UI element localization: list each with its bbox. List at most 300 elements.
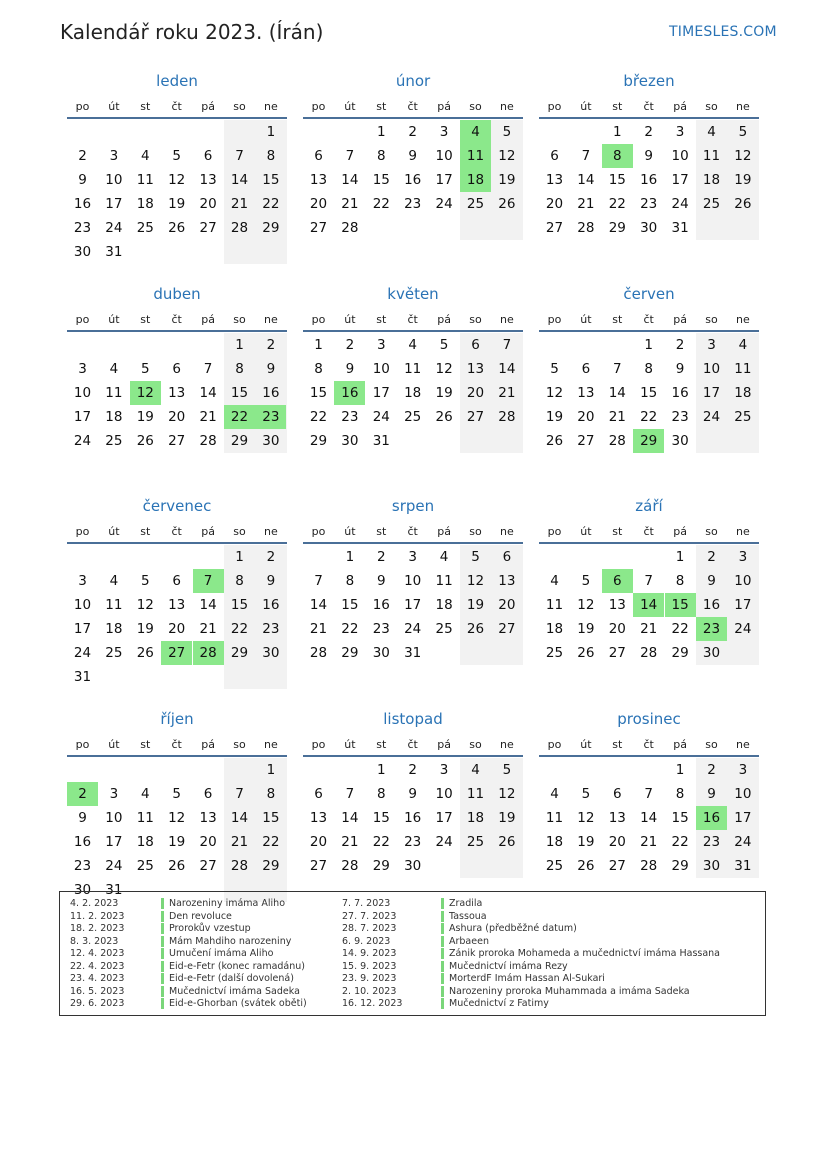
day: 19 (577, 621, 595, 637)
day: 3 (439, 124, 449, 140)
day: 18 (105, 621, 123, 637)
day: 26 (545, 432, 564, 449)
day: 11 (105, 597, 123, 613)
legend-date: 4. 2. 2023 (70, 898, 119, 909)
weekday-label: út (580, 737, 592, 751)
weekday-label: so (705, 737, 718, 751)
day: 27 (608, 857, 626, 874)
legend-name: Narozeniny proroka Muhammada a imáma Sadeka (449, 985, 690, 997)
weekday-label: út (108, 312, 120, 326)
day: 22 (640, 408, 658, 425)
day: 28 (230, 220, 249, 236)
legend-name: Eid-e-Fetr (další dovolená) (169, 973, 294, 984)
day: 27 (545, 220, 564, 236)
day: 8 (266, 785, 276, 802)
day: 8 (314, 360, 323, 377)
weekday-label: út (344, 525, 356, 538)
day: 11 (404, 360, 422, 377)
weekday-label: po (547, 525, 562, 538)
weekday-label: po (75, 100, 90, 113)
month-name: prosinec (617, 709, 681, 728)
weekday-header (303, 738, 523, 754)
day: 7 (345, 785, 355, 802)
day: 21 (640, 833, 658, 850)
day: 3 (675, 124, 685, 140)
day: 28 (341, 220, 359, 236)
day: 17 (734, 809, 752, 826)
day: 2 (644, 124, 653, 140)
day: 23 (372, 621, 390, 637)
legend-name: Ashura (předběžné datum) (449, 923, 577, 934)
weekday-label: st (376, 100, 387, 113)
day: 20 (608, 833, 626, 850)
day: 25 (404, 408, 422, 425)
site-logo-link[interactable]: TIMESLES.COM (669, 24, 777, 40)
weekday-label: pá (673, 525, 687, 538)
legend-marker (441, 923, 444, 934)
header-divider (303, 542, 523, 544)
legend-name: Zánik proroka Mohameda a mučednictví imáma Hassana (449, 948, 721, 959)
legend-marker (161, 998, 164, 1009)
weekday-label: čt (407, 737, 418, 751)
weekday-label: so (233, 525, 246, 538)
weekday-label: ne (736, 100, 750, 113)
day: 28 (341, 857, 359, 874)
holiday-day: 29 (633, 429, 664, 453)
day: 25 (734, 408, 752, 425)
holiday-day: 28 (193, 641, 224, 665)
weekday-label: pá (201, 100, 215, 113)
day: 19 (136, 621, 154, 637)
day: 10 (435, 785, 453, 802)
legend-marker (441, 911, 444, 922)
day: 14 (199, 597, 217, 613)
weekday-label: so (469, 525, 482, 538)
day: 5 (141, 360, 150, 377)
day: 7 (502, 336, 512, 353)
day: 29 (608, 220, 626, 236)
day: 30 (372, 645, 390, 661)
day: 17 (105, 196, 123, 212)
weekday-label: ne (264, 525, 278, 538)
day: 21 (341, 833, 359, 850)
day: 19 (168, 833, 186, 850)
header-divider (303, 755, 523, 757)
month-name: duben (153, 284, 201, 303)
day: 25 (545, 857, 564, 874)
weekday-label: čt (643, 312, 654, 326)
holiday-day: 15 (665, 593, 696, 617)
day: 13 (608, 597, 626, 613)
day: 26 (466, 621, 485, 637)
weekday-header (303, 313, 523, 329)
day: 23 (404, 196, 422, 212)
day: 21 (199, 408, 217, 425)
day: 24 (105, 857, 123, 874)
legend-name: Eid-e-Ghorban (svátek oběti) (169, 998, 307, 1009)
day: 11 (702, 148, 721, 164)
day: 7 (314, 573, 323, 589)
weekday-label: po (547, 737, 562, 751)
day: 27 (309, 220, 328, 236)
day: 21 (309, 621, 328, 637)
day: 26 (435, 408, 453, 425)
day: 11 (136, 172, 154, 188)
day: 20 (199, 833, 217, 850)
day: 16 (702, 597, 721, 613)
day: 24 (671, 196, 689, 212)
day: 18 (702, 172, 721, 188)
weekday-label: čt (407, 100, 418, 113)
day: 22 (608, 196, 626, 212)
day: 15 (608, 172, 626, 188)
day: 15 (262, 809, 280, 826)
day: 17 (404, 597, 422, 613)
weekday-label: st (612, 525, 623, 538)
legend-name: Mučednictví imáma Rezy (449, 960, 568, 972)
day: 1 (266, 761, 276, 778)
day: 4 (109, 360, 119, 377)
header-divider (539, 330, 759, 332)
day: 14 (640, 809, 658, 826)
day: 9 (408, 785, 417, 802)
day: 21 (498, 384, 516, 401)
day: 10 (73, 597, 92, 613)
holiday-day: 7 (193, 569, 224, 593)
day: 30 (341, 432, 359, 449)
day: 2 (408, 124, 417, 140)
holiday-day: 22 (224, 405, 255, 429)
day: 13 (545, 172, 564, 188)
day: 31 (73, 669, 92, 685)
day: 24 (702, 408, 721, 425)
header-divider (67, 117, 287, 119)
day: 1 (377, 124, 386, 140)
day: 26 (136, 645, 154, 661)
day: 16 (262, 597, 280, 613)
day: 27 (309, 857, 328, 874)
legend-name: Mám Mahdiho narozeniny (169, 935, 292, 947)
day: 2 (377, 549, 386, 565)
weekday-label: pá (673, 100, 687, 113)
day: 26 (734, 196, 752, 212)
weekday-label: út (580, 312, 592, 326)
day: 13 (309, 172, 328, 188)
day: 6 (203, 785, 213, 802)
day: 19 (136, 408, 154, 425)
day: 9 (266, 573, 276, 589)
legend-marker (441, 898, 444, 909)
legend-marker (441, 998, 444, 1009)
legend-date: 16. 5. 2023 (70, 985, 125, 997)
weekday-label: po (311, 312, 326, 326)
day: 29 (671, 857, 689, 874)
day: 16 (372, 597, 390, 613)
weekday-label: čt (171, 525, 182, 538)
day: 30 (262, 645, 280, 661)
legend-marker (441, 948, 444, 959)
day: 6 (172, 360, 181, 377)
day: 25 (466, 833, 485, 850)
day: 19 (498, 809, 516, 826)
day: 23 (404, 833, 422, 850)
day: 7 (235, 148, 244, 164)
day: 30 (702, 857, 721, 874)
legend-date: 28. 7. 2023 (342, 923, 397, 934)
day: 15 (640, 384, 658, 401)
day: 24 (372, 408, 390, 425)
day: 29 (671, 645, 689, 661)
day: 24 (404, 621, 422, 637)
weekday-label: so (705, 312, 718, 326)
legend-date: 23. 9. 2023 (342, 973, 397, 984)
day: 22 (262, 196, 280, 212)
day: 15 (309, 384, 328, 401)
day: 4 (707, 124, 716, 140)
day: 20 (309, 833, 328, 850)
day: 18 (105, 408, 123, 425)
day: 30 (262, 432, 280, 449)
day: 10 (105, 172, 123, 188)
day: 29 (230, 432, 249, 449)
legend-marker (441, 961, 444, 972)
day: 17 (73, 621, 92, 637)
day: 31 (105, 244, 123, 260)
day: 5 (738, 124, 748, 140)
holiday-day: 23 (696, 617, 727, 641)
day: 11 (435, 573, 453, 589)
day: 7 (644, 785, 653, 802)
day: 11 (734, 360, 752, 377)
legend-name: Arbaeen (449, 935, 489, 947)
day: 17 (372, 384, 390, 401)
holiday-day: 23 (255, 405, 286, 429)
legend-date: 8. 3. 2023 (70, 935, 119, 947)
weekday-label: st (376, 312, 387, 326)
weekday-label: pá (201, 737, 215, 751)
day: 25 (702, 196, 721, 212)
weekday-header (539, 313, 759, 329)
weekday-label: po (311, 525, 326, 538)
day: 3 (707, 336, 716, 353)
weekday-label: út (580, 525, 592, 538)
day: 14 (309, 597, 328, 613)
day: 24 (435, 833, 453, 850)
day: 22 (671, 621, 689, 637)
day: 16 (404, 809, 422, 826)
weekday-label: pá (673, 737, 687, 751)
weekday-label: čt (171, 737, 182, 751)
day: 5 (141, 573, 150, 589)
day: 20 (577, 408, 595, 425)
weekday-label: út (344, 737, 356, 751)
day: 15 (372, 172, 390, 188)
day: 5 (471, 549, 480, 565)
day: 8 (345, 573, 355, 589)
day: 5 (550, 360, 559, 377)
day: 25 (466, 196, 485, 212)
legend-marker (441, 936, 444, 947)
day: 13 (608, 809, 626, 826)
legend-marker (161, 948, 164, 959)
weekday-label: pá (437, 737, 451, 751)
weekday-label: po (547, 100, 562, 113)
day: 15 (262, 172, 280, 188)
weekday-label: čt (643, 525, 654, 538)
weekday-label: ne (736, 525, 750, 538)
day: 22 (341, 621, 359, 637)
day: 25 (136, 220, 154, 236)
day: 20 (309, 196, 328, 212)
day: 27 (466, 408, 485, 425)
day: 21 (577, 196, 595, 212)
weekday-header (303, 525, 523, 541)
day: 1 (314, 336, 323, 353)
day: 17 (702, 384, 721, 401)
day: 28 (608, 432, 626, 449)
day: 18 (545, 621, 564, 637)
day: 29 (230, 645, 249, 661)
day: 2 (266, 336, 276, 353)
month-name: listopad (383, 709, 443, 728)
day: 31 (734, 857, 752, 874)
day: 26 (577, 645, 595, 661)
weekday-label: ne (264, 100, 278, 113)
day: 25 (105, 432, 123, 449)
day: 29 (341, 645, 359, 661)
day: 6 (581, 360, 591, 377)
day: 24 (435, 196, 453, 212)
day: 19 (435, 384, 453, 401)
legend-name: Eid-e-Fetr (konec ramadánu) (169, 960, 306, 972)
day: 8 (377, 148, 386, 164)
day: 9 (78, 172, 87, 188)
day: 24 (734, 833, 752, 850)
day: 13 (199, 172, 217, 188)
day: 21 (230, 196, 249, 212)
weekday-label: út (108, 737, 120, 751)
day: 28 (640, 645, 658, 661)
day: 29 (372, 857, 390, 874)
day: 23 (73, 857, 92, 874)
day: 26 (168, 857, 186, 874)
day: 7 (235, 785, 244, 802)
legend-name: Narozeniny imáma Aliho (169, 898, 286, 909)
day: 14 (577, 172, 595, 188)
day: 31 (105, 881, 123, 898)
header-divider (539, 117, 759, 119)
page-title: Kalendář roku 2023. (Írán) (60, 20, 324, 44)
day: 14 (341, 809, 359, 826)
weekday-label: čt (643, 737, 654, 751)
month-name: červen (623, 284, 675, 303)
day: 19 (168, 196, 186, 212)
weekday-label: pá (673, 312, 687, 326)
day: 11 (545, 597, 564, 613)
day: 30 (702, 645, 721, 661)
weekday-label: ne (736, 737, 750, 751)
day: 16 (404, 172, 422, 188)
weekday-label: so (705, 525, 718, 538)
legend-marker (161, 961, 164, 972)
legend-marker (161, 923, 164, 934)
day: 10 (404, 573, 422, 589)
day: 12 (466, 573, 485, 589)
weekday-label: čt (171, 312, 182, 326)
legend-date: 14. 9. 2023 (342, 948, 397, 959)
holiday-day: 14 (633, 593, 664, 617)
day: 10 (702, 360, 721, 377)
weekday-label: ne (736, 312, 750, 326)
legend-date: 23. 4. 2023 (70, 973, 125, 984)
day: 9 (644, 148, 653, 164)
day: 4 (471, 761, 480, 778)
legend-marker (441, 986, 444, 997)
day: 8 (675, 785, 685, 802)
day: 14 (498, 360, 516, 377)
day: 14 (230, 172, 249, 188)
day: 21 (640, 621, 658, 637)
legend-name: Umučení imáma Aliho (169, 948, 274, 959)
day: 26 (168, 220, 186, 236)
holiday-day: 12 (130, 381, 161, 405)
day: 20 (498, 597, 516, 613)
weekday-label: so (233, 100, 246, 113)
weekday-label: po (547, 312, 562, 326)
day: 20 (168, 621, 186, 637)
day: 1 (675, 549, 685, 565)
day: 27 (199, 220, 217, 236)
holiday-day: 16 (334, 381, 365, 405)
day: 14 (199, 384, 217, 401)
day: 21 (608, 408, 626, 425)
weekday-header (67, 525, 287, 541)
day: 2 (78, 148, 87, 164)
day: 15 (230, 597, 249, 613)
month-name: říjen (160, 709, 194, 728)
day: 13 (577, 384, 595, 401)
holiday-day: 4 (460, 120, 491, 144)
day: 1 (377, 761, 386, 778)
day: 7 (644, 573, 653, 589)
day: 8 (377, 785, 386, 802)
day: 4 (408, 336, 417, 353)
legend-date: 16. 12. 2023 (342, 998, 403, 1009)
day: 18 (466, 809, 485, 826)
day: 22 (262, 833, 280, 850)
day: 5 (502, 124, 512, 140)
day: 4 (550, 785, 559, 802)
day: 18 (545, 833, 564, 850)
month-name: květen (387, 284, 439, 303)
day: 28 (498, 408, 516, 425)
weekday-label: pá (437, 525, 451, 538)
legend-name: Prorokův vzestup (169, 923, 251, 934)
day: 13 (199, 809, 217, 826)
day: 28 (640, 857, 658, 874)
day: 8 (675, 573, 685, 589)
month-name: březen (623, 72, 675, 90)
weekday-label: ne (500, 100, 514, 113)
weekday-label: ne (264, 312, 278, 326)
day: 18 (734, 384, 752, 401)
holiday-day: 11 (460, 144, 491, 168)
weekday-label: čt (171, 100, 182, 113)
day: 1 (266, 124, 276, 140)
day: 28 (199, 432, 217, 449)
legend-date: 6. 9. 2023 (342, 935, 391, 947)
weekday-header (67, 738, 287, 754)
